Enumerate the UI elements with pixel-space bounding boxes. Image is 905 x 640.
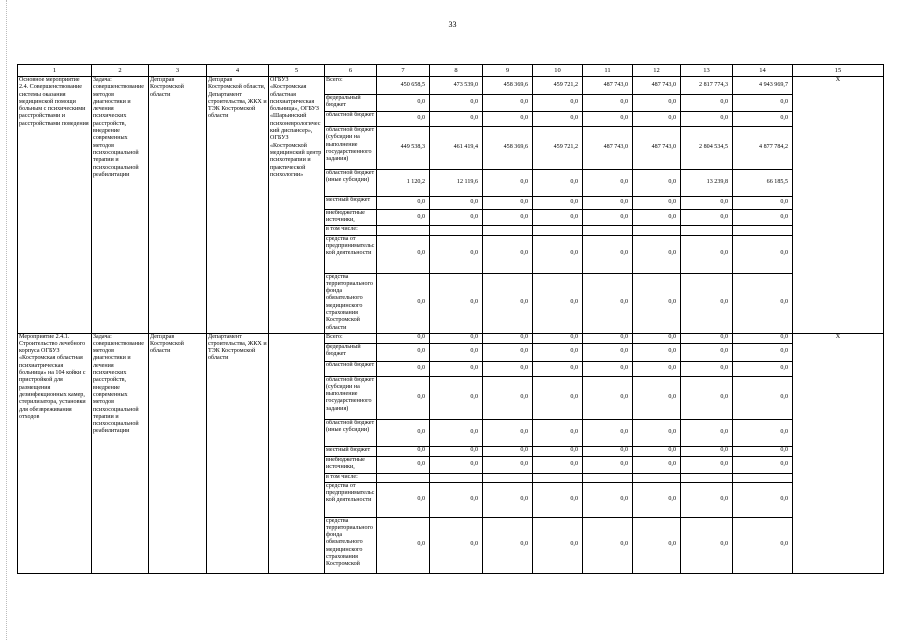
value-cell: 0,0	[430, 456, 483, 473]
value-cell: 0,0	[681, 419, 733, 446]
value-cell: 0,0	[681, 517, 733, 573]
value-cell: 0,0	[733, 456, 793, 473]
table-row	[18, 77, 884, 95]
value-cell: 0,0	[633, 210, 681, 226]
value-cell: 0,0	[733, 376, 793, 419]
value-cell: 0,0	[633, 517, 681, 573]
value-cell: 4 943 969,7	[733, 77, 793, 95]
value-cell	[681, 473, 733, 482]
value-cell: 0,0	[377, 361, 430, 376]
value-cell: 0,0	[483, 361, 533, 376]
value-cell: 2 804 534,5	[681, 127, 733, 170]
value-cell: 0,0	[733, 273, 793, 333]
value-cell: 0,0	[681, 343, 733, 361]
value-cell: 0,0	[483, 446, 533, 456]
value-cell: 0,0	[430, 210, 483, 226]
value-cell: 0,0	[377, 456, 430, 473]
value-cell: 0,0	[377, 376, 430, 419]
funding-source-cell: Всего:	[325, 77, 377, 95]
value-cell: 0,0	[483, 482, 533, 517]
column-header-15: 15	[793, 65, 884, 77]
value-cell: 0,0	[633, 333, 681, 343]
value-cell: 0,0	[533, 419, 583, 446]
value-cell: 0,0	[633, 95, 681, 112]
column-header-4: 4	[207, 65, 269, 77]
funding-source-cell: местный бюджет	[325, 197, 377, 210]
value-cell	[533, 473, 583, 482]
value-cell: 0,0	[533, 333, 583, 343]
header-row	[18, 65, 884, 77]
value-cell: 0,0	[633, 197, 681, 210]
value-cell: 0,0	[533, 376, 583, 419]
value-cell: 0,0	[430, 517, 483, 573]
value-cell: 0,0	[430, 273, 483, 333]
value-cell: 0,0	[583, 333, 633, 343]
column-header-9: 9	[483, 65, 533, 77]
column-header-1: 1	[18, 65, 92, 77]
funding-source-cell: областной бюджет (иные субсидии)	[325, 170, 377, 197]
block1-result-cell: Х	[793, 77, 884, 334]
value-cell: 66 185,5	[733, 170, 793, 197]
value-cell: 0,0	[377, 197, 430, 210]
value-cell: 0,0	[681, 482, 733, 517]
value-cell: 0,0	[583, 210, 633, 226]
block2-coexec-cell: Депздрав Костромской области	[149, 333, 207, 573]
value-cell: 0,0	[681, 197, 733, 210]
value-cell: 4 877 784,2	[733, 127, 793, 170]
value-cell: 0,0	[377, 235, 430, 273]
block2-exec-cell: Департамент строительства, ЖКХ и ТЭК Костромской области	[207, 333, 269, 573]
value-cell	[633, 473, 681, 482]
value-cell: 0,0	[583, 456, 633, 473]
value-cell: 0,0	[633, 273, 681, 333]
value-cell: 0,0	[377, 482, 430, 517]
value-cell	[377, 473, 430, 482]
value-cell: 0,0	[533, 343, 583, 361]
value-cell: 0,0	[533, 361, 583, 376]
value-cell: 0,0	[583, 343, 633, 361]
value-cell: 0,0	[377, 517, 430, 573]
value-cell: 0,0	[483, 456, 533, 473]
value-cell: 0,0	[533, 517, 583, 573]
funding-source-cell: областной бюджет	[325, 361, 377, 376]
value-cell: 0,0	[533, 112, 583, 127]
value-cell: 0,0	[733, 210, 793, 226]
value-cell: 2 817 774,3	[681, 77, 733, 95]
value-cell: 0,0	[583, 446, 633, 456]
value-cell: 0,0	[583, 235, 633, 273]
value-cell: 0,0	[377, 419, 430, 446]
block2-event-cell: Мероприятие 2.4.1. Строительство лечебного корпуса ОГБУЗ «Костромская областная психиатрическая больница» на 104 койки с пристройкой для размещения дезинфекционных камер, стерилизатора, установки для обезвреживания отходов	[18, 333, 92, 573]
value-cell: 0,0	[430, 446, 483, 456]
funding-source-cell: внебюджетные источники,	[325, 456, 377, 473]
value-cell: 487 743,0	[633, 127, 681, 170]
value-cell	[377, 225, 430, 235]
block1-task-cell: Задача: совершенствование методов диагностики и лечения психических расстройств, внедрение современных методов психосоциальной терапии и психосоциальной реабилитации	[92, 77, 149, 334]
value-cell: 0,0	[377, 343, 430, 361]
value-cell: 0,0	[633, 446, 681, 456]
value-cell: 0,0	[733, 446, 793, 456]
value-cell	[681, 225, 733, 235]
value-cell: 0,0	[533, 95, 583, 112]
value-cell: 1 120,2	[377, 170, 430, 197]
value-cell: 0,0	[377, 95, 430, 112]
funding-source-cell: областной бюджет (субсидии на выполнение государственного задания)	[325, 376, 377, 419]
funding-source-cell: областной бюджет	[325, 112, 377, 127]
value-cell: 12 119,6	[430, 170, 483, 197]
value-cell: 458 369,6	[483, 127, 533, 170]
value-cell: 0,0	[681, 361, 733, 376]
value-cell: 0,0	[633, 376, 681, 419]
value-cell: 0,0	[483, 419, 533, 446]
value-cell: 0,0	[483, 170, 533, 197]
value-cell	[633, 225, 681, 235]
value-cell	[583, 473, 633, 482]
value-cell: 450 658,5	[377, 77, 430, 95]
value-cell: 0,0	[533, 235, 583, 273]
value-cell: 0,0	[483, 95, 533, 112]
value-cell: 487 743,0	[583, 77, 633, 95]
value-cell: 0,0	[633, 456, 681, 473]
block2-task-cell: Задача: совершенствование методов диагностики и лечения психических расстройств, внедрение современных методов психосоциальной терапии и психосоциальной реабилитации	[92, 333, 149, 573]
value-cell: 0,0	[681, 456, 733, 473]
value-cell: 0,0	[583, 273, 633, 333]
value-cell: 0,0	[733, 333, 793, 343]
value-cell: 13 239,8	[681, 170, 733, 197]
column-header-5: 5	[269, 65, 325, 77]
column-header-11: 11	[583, 65, 633, 77]
value-cell: 0,0	[533, 170, 583, 197]
value-cell: 0,0	[430, 482, 483, 517]
column-header-10: 10	[533, 65, 583, 77]
value-cell: 0,0	[430, 376, 483, 419]
value-cell: 0,0	[583, 482, 633, 517]
page-edge-rule	[6, 0, 7, 640]
column-header-14: 14	[733, 65, 793, 77]
value-cell: 0,0	[533, 456, 583, 473]
value-cell: 0,0	[681, 95, 733, 112]
block1-recipient-cell: ОГБУЗ «Костромская областная психиатрическая больница», ОГБУЗ «Шарьинский психоневрологический диспансер», ОГБУЗ «Костромской медицинский центр психотерапии и практической психологии»	[269, 77, 325, 334]
funding-source-cell: средства территориального фонда обязательного медицинского страхования Костромской области	[325, 273, 377, 333]
value-cell: 0,0	[533, 482, 583, 517]
value-cell: 0,0	[430, 333, 483, 343]
value-cell: 0,0	[583, 376, 633, 419]
value-cell: 0,0	[533, 446, 583, 456]
funding-source-cell: средства территориального фонда обязательного медицинского страхования Костромской	[325, 517, 377, 573]
value-cell: 0,0	[483, 273, 533, 333]
value-cell: 449 538,3	[377, 127, 430, 170]
funding-source-cell: областной бюджет (субсидии на выполнение государственного задания)	[325, 127, 377, 170]
funding-source-cell: федеральный бюджет	[325, 95, 377, 112]
value-cell: 459 721,2	[533, 127, 583, 170]
value-cell: 0,0	[483, 343, 533, 361]
block2-result-cell: Х	[793, 333, 884, 573]
value-cell: 0,0	[583, 517, 633, 573]
value-cell: 0,0	[681, 376, 733, 419]
value-cell: 0,0	[733, 112, 793, 127]
value-cell: 0,0	[430, 235, 483, 273]
value-cell: 0,0	[430, 343, 483, 361]
value-cell: 0,0	[430, 361, 483, 376]
value-cell: 0,0	[733, 517, 793, 573]
block1-coexec-cell: Депздрав Костромской области	[149, 77, 207, 334]
value-cell	[733, 225, 793, 235]
value-cell: 487 743,0	[583, 127, 633, 170]
value-cell: 0,0	[681, 112, 733, 127]
column-header-3: 3	[149, 65, 207, 77]
funding-source-cell: федеральный бюджет	[325, 343, 377, 361]
value-cell	[533, 225, 583, 235]
value-cell: 0,0	[681, 235, 733, 273]
funding-source-cell: местный бюджет	[325, 446, 377, 456]
value-cell: 0,0	[733, 361, 793, 376]
value-cell: 0,0	[733, 95, 793, 112]
funding-source-cell: внебюджетные источники,	[325, 210, 377, 226]
value-cell: 0,0	[483, 333, 533, 343]
value-cell: 0,0	[733, 419, 793, 446]
value-cell: 0,0	[430, 112, 483, 127]
value-cell: 0,0	[583, 197, 633, 210]
value-cell	[430, 225, 483, 235]
funding-source-cell: в том числе:	[325, 225, 377, 235]
column-header-6: 6	[325, 65, 377, 77]
value-cell: 0,0	[733, 482, 793, 517]
block1-exec-cell: Депздрав Костромской области, Департамент строительства, ЖКХ и ТЭК Костромской области	[207, 77, 269, 334]
value-cell: 0,0	[430, 419, 483, 446]
value-cell	[483, 225, 533, 235]
value-cell: 487 743,0	[633, 77, 681, 95]
value-cell: 0,0	[430, 197, 483, 210]
value-cell: 0,0	[583, 95, 633, 112]
value-cell: 458 369,6	[483, 77, 533, 95]
value-cell: 0,0	[483, 112, 533, 127]
value-cell: 473 539,0	[430, 77, 483, 95]
funding-source-cell: Всего:	[325, 333, 377, 343]
value-cell: 0,0	[483, 197, 533, 210]
value-cell: 0,0	[583, 361, 633, 376]
value-cell: 461 419,4	[430, 127, 483, 170]
value-cell: 0,0	[583, 170, 633, 197]
funding-source-cell: в том числе:	[325, 473, 377, 482]
value-cell: 0,0	[633, 419, 681, 446]
value-cell: 0,0	[681, 210, 733, 226]
funding-source-cell: средства от предпринимательской деятельности	[325, 235, 377, 273]
value-cell: 0,0	[430, 95, 483, 112]
value-cell: 0,0	[733, 197, 793, 210]
value-cell: 0,0	[483, 376, 533, 419]
budget-table	[17, 64, 884, 574]
value-cell: 0,0	[633, 170, 681, 197]
block1-event-cell: Основное мероприятие 2.4. Совершенствование системы оказания медицинской помощи больным с психическими расстройствами и расстройствами поведения	[18, 77, 92, 334]
column-header-8: 8	[430, 65, 483, 77]
value-cell: 0,0	[377, 273, 430, 333]
funding-source-cell: средства от предпринимательской деятельности	[325, 482, 377, 517]
value-cell: 0,0	[633, 361, 681, 376]
value-cell: 0,0	[681, 273, 733, 333]
value-cell: 0,0	[733, 343, 793, 361]
value-cell: 0,0	[681, 446, 733, 456]
value-cell: 0,0	[633, 343, 681, 361]
value-cell: 459 721,2	[533, 77, 583, 95]
value-cell: 0,0	[583, 112, 633, 127]
value-cell: 0,0	[483, 210, 533, 226]
value-cell: 0,0	[377, 446, 430, 456]
block2-recipient-cell	[269, 333, 325, 573]
value-cell: 0,0	[633, 112, 681, 127]
value-cell: 0,0	[483, 235, 533, 273]
value-cell: 0,0	[377, 112, 430, 127]
column-header-13: 13	[681, 65, 733, 77]
value-cell: 0,0	[733, 235, 793, 273]
value-cell: 0,0	[583, 419, 633, 446]
value-cell: 0,0	[633, 235, 681, 273]
page-number: 33	[448, 20, 457, 29]
funding-source-cell: областной бюджет (иные субсидии)	[325, 419, 377, 446]
value-cell: 0,0	[377, 333, 430, 343]
value-cell	[733, 473, 793, 482]
value-cell: 0,0	[533, 273, 583, 333]
value-cell	[483, 473, 533, 482]
value-cell: 0,0	[681, 333, 733, 343]
value-cell: 0,0	[533, 197, 583, 210]
value-cell: 0,0	[633, 482, 681, 517]
column-header-2: 2	[92, 65, 149, 77]
value-cell: 0,0	[533, 210, 583, 226]
column-header-12: 12	[633, 65, 681, 77]
value-cell	[430, 473, 483, 482]
column-header-7: 7	[377, 65, 430, 77]
value-cell: 0,0	[377, 210, 430, 226]
value-cell: 0,0	[483, 517, 533, 573]
value-cell	[583, 225, 633, 235]
table-row	[18, 333, 884, 343]
